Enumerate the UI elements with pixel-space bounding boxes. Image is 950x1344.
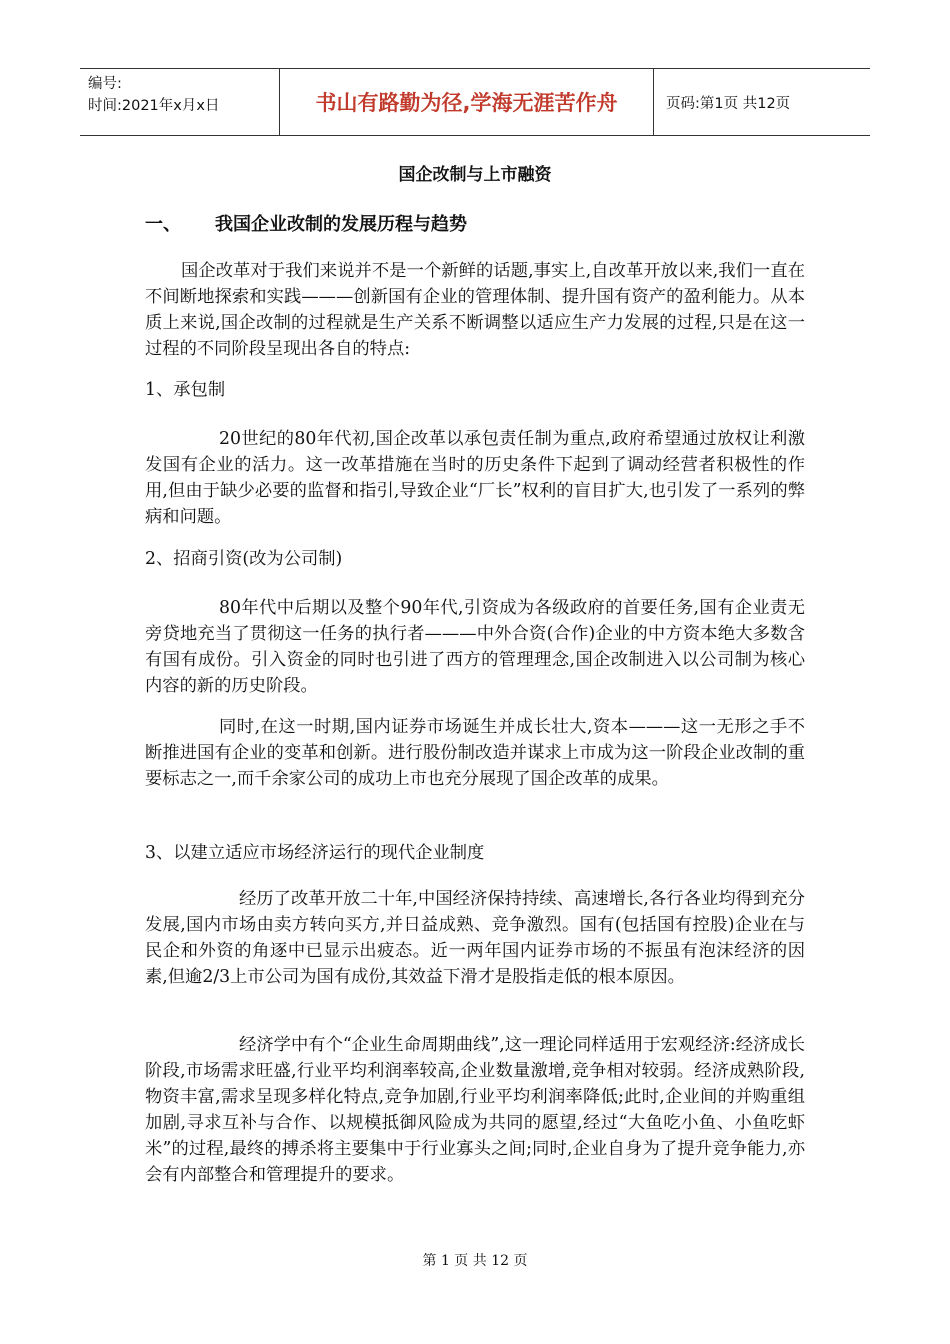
header-table	[80, 68, 870, 136]
page-title: 国企改制与上市融资	[398, 165, 552, 185]
motto-text: 书山有路勤为径,学海无涯苦作舟	[280, 69, 654, 135]
page-footer: 第 1 页 共 12 页	[422, 1253, 528, 1269]
paragraph-investment-1: 80年代中后期以及整个90年代,引资成为各级政府的首要任务,国有企业责无旁贷地充当了贯彻这一任务的执行者———中外合资(合作)企业的中方资本绝大多数含有国有成份。引入资金的同时也引进了西方的管理理念,国企改制进入以公司制为核心内容的新的历史阶段。	[145, 598, 805, 696]
subheading-modern-enterprise: 3、以建立适应市场经济运行的现代企业制度	[145, 843, 485, 863]
paragraph-contract-system: 20世纪的80年代初,国企改革以承包责任制为重点,政府希望通过放权让利激发国有企业的活力。这一改革措施在当时的历史条件下起到了调动经营者积极性的作用,但由于缺少必要的监督和指引,导致企业“厂长”权利的盲目扩大,也引发了一系列的弊病和问题。	[145, 429, 805, 527]
header-meta-cell	[80, 69, 280, 135]
paragraph-modern-enterprise-2: 经济学中有个“企业生命周期曲线”,这一理论同样适用于宏观经济:经济成长阶段,市场需求旺盛,行业平均利润率较高,企业数量激增,竞争相对较弱。经济成熟阶段,物资丰富,需求呈现多样化特点,竞争加剧,行业平均利润率降低;此时,企业间的并购重组加剧,寻求互补与合作、以规模抵御风险成为共同的愿望,经过“大鱼吃小鱼、小鱼吃虾米”的过程,最终的搏杀将主要集中于行业寡头之间;同时,企业自身为了提升竞争能力,亦会有内部整合和管理提升的要求。	[145, 1035, 805, 1185]
time-label: 时间:2021年x月x日	[88, 98, 220, 114]
section-title: 我国企业改制的发展历程与趋势	[215, 214, 467, 235]
intro-paragraph: 国企改革对于我们来说并不是一个新鲜的话题,事实上,自改革开放以来,我们一直在不间断地探索和实践———创新国有企业的管理体制、提升国有资产的盈利能力。从本质上来说,国企改制的过程就是生产关系不断调整以适应生产力发展的过程,只是在这一过程的不同阶段呈现出各自的特点:	[145, 261, 805, 359]
page-code: 页码:第1页 共12页	[666, 95, 791, 112]
section-number: 一、	[145, 214, 181, 235]
subheading-investment: 2、招商引资(改为公司制)	[145, 549, 343, 569]
paragraph-investment-2: 同时,在这一时期,国内证券市场诞生并成长壮大,资本———这一无形之手不断推进国有企业的变革和创新。进行股份制改造并谋求上市成为这一阶段企业改制的重要标志之一,而千余家公司的成功上市也充分展现了国企改革的成果。	[145, 717, 805, 789]
paragraph-modern-enterprise-1: 经历了改革开放二十年,中国经济保持持续、高速增长,各行各业均得到充分发展,国内市场由卖方转向买方,并日益成熟、竞争激烈。国有(包括国有控股)企业在与民企和外资的角逐中已显示出疲态。近一两年国内证券市场的不振虽有泡沫经济的因素,但逾2/3上市公司为国有成份,其效益下滑才是股指走低的根本原因。	[145, 889, 805, 987]
section-heading	[145, 210, 467, 236]
serial-label: 编号:	[88, 76, 122, 92]
subheading-contract-system: 1、承包制	[145, 380, 226, 400]
